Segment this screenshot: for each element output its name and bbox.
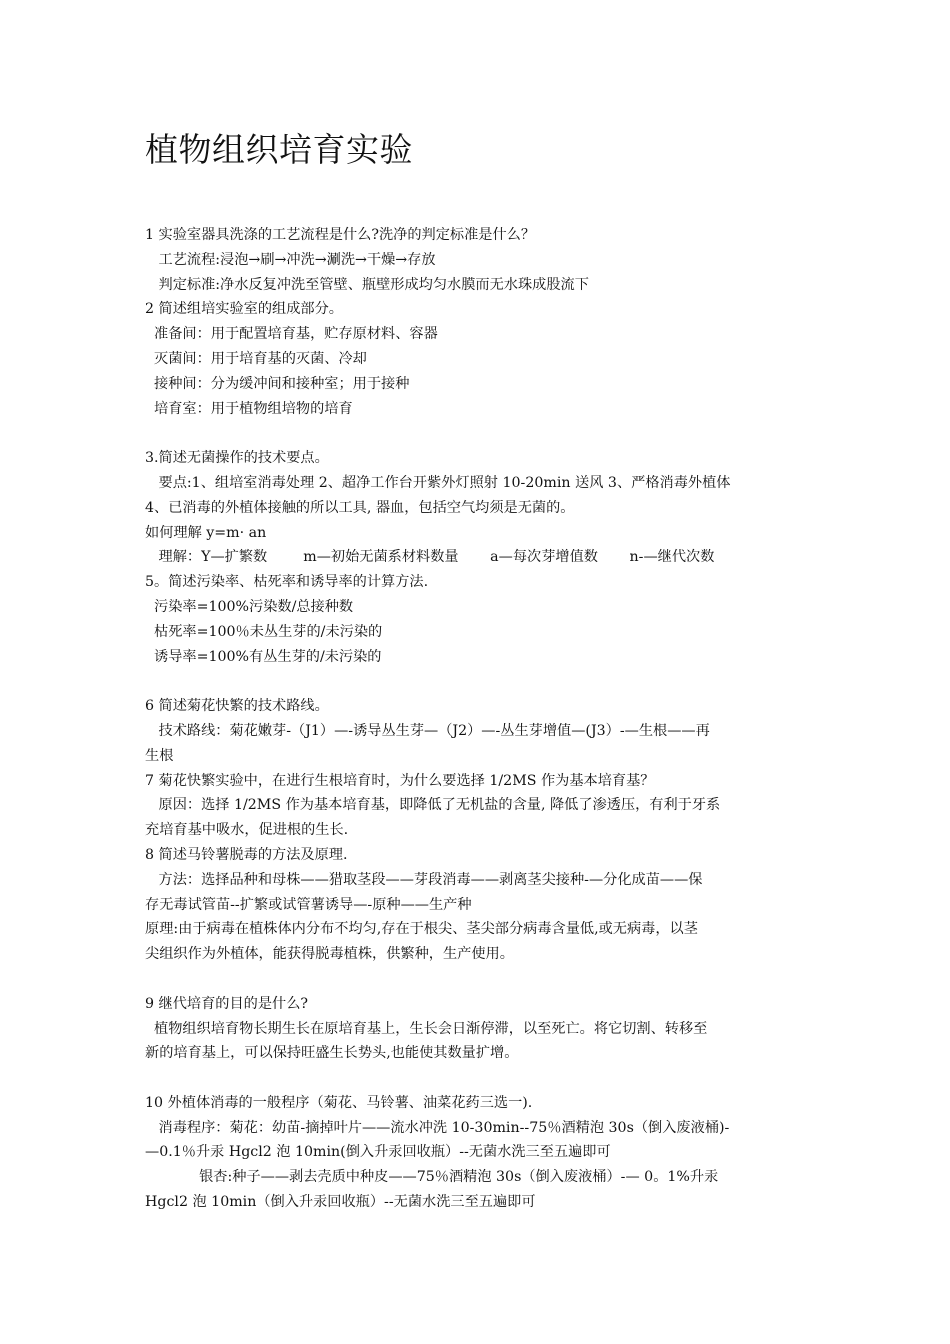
- text-line: 接种间：分为缓冲间和接种室；用于接种: [145, 375, 410, 392]
- text-line: 原因：选择 1/2MS 作为基本培育基，即降低了无机盐的含量, 降低了渗透压，有利于牙系: [145, 797, 721, 814]
- text-line: 理解：Y—扩繁数 m—初始无菌系材料数量 a—每次芽增值数 n-—继代次数: [145, 549, 715, 566]
- text-line: 判定标准:净水反复冲洗至管壁、瓶壁形成均匀水膜而无水珠成股流下: [145, 276, 589, 293]
- blank-line: [145, 421, 810, 446]
- blank-line: [145, 1066, 810, 1091]
- text-line: 方法：选择品种和母株——猎取茎段——芽段消毒——剥离茎尖接种-—分化成苗——保: [145, 871, 703, 888]
- text-line: 培育室：用于植物组培物的培育: [145, 400, 353, 417]
- text-line: 枯死率=100％未丛生芽的/未污染的: [145, 623, 383, 640]
- text-line: 3.简述无菌操作的技术要点。: [145, 450, 329, 467]
- text-line: 9 继代培育的目的是什么?: [145, 995, 309, 1012]
- text-line: 诱导率=100%有丛生芽的/未污染的: [145, 648, 382, 665]
- text-line: 10 外植体消毒的一般程序（菊花、马铃薯、油菜花药三选一).: [145, 1094, 533, 1111]
- text-line: 原理:由于病毒在植株体内分布不均匀,存在于根尖、茎尖部分病毒含量低,或无病毒，以茎: [145, 921, 698, 938]
- page-title: 植物组织培育实验: [145, 130, 413, 169]
- text-line: 植物组织培育物长期生长在原培育基上，生长会日渐停滞，以至死亡。将它切割、转移至: [145, 1020, 708, 1037]
- text-line: 1 实验室器具洗涤的工艺流程是什么?洗净的判定标准是什么？: [145, 227, 536, 243]
- text-line: 生根: [145, 747, 174, 764]
- text-line: 消毒程序：菊花：幼苗-摘掉叶片——流水冲洗 10-30min--75％酒精泡 30s（倒入废液桶)-: [145, 1119, 730, 1136]
- text-line: 6 简述菊花快繁的技术路线。: [145, 698, 329, 715]
- text-line: —0.1％升汞 Hgcl2 泡 10min(倒入升汞回收瓶）--无菌水洗三至五遍即可: [145, 1144, 611, 1161]
- text-line: 4、已消毒的外植体接触的所以工具, 器血，包括空气均须是无菌的。: [145, 499, 575, 516]
- text-line: 2 简述组培实验室的组成部分。: [145, 301, 343, 318]
- text-line: 存无毒试管苗--扩繁或试管薯诱导—-原种——生产种: [145, 896, 472, 913]
- text-line: 充培育基中吸水，促进根的生长.: [145, 822, 349, 839]
- document-body: [145, 223, 810, 1215]
- text-line: 工艺流程:浸泡→刷→冲洗→涮洗→干燥→存放: [145, 251, 436, 268]
- text-line: 要点:1、组培室消毒处理 2、超净工作台开紫外灯照射 10-20min 送风 3、严格消毒外植体: [145, 474, 731, 491]
- text-line: 5。简述污染率、枯死率和诱导率的计算方法.: [145, 574, 429, 591]
- text-line: Hgcl2 泡 10min（倒入升汞回收瓶）--无菌水洗三至五遍即可: [145, 1194, 536, 1211]
- text-line: 8 简述马铃薯脱毒的方法及原理.: [145, 846, 348, 863]
- blank-line: [145, 967, 810, 992]
- text-line: 技术路线：菊花嫩芽-（J1）—-诱导丛生芽—（J2）—-丛生芽增值—(J3）-—生根——再: [145, 722, 710, 739]
- text-line: 新的培育基上，可以保持旺盛生长势头,也能使其数量扩增。: [145, 1045, 519, 1062]
- text-line: 银杏:种子——剥去壳质中种皮——75％酒精泡 30s（倒入废液桶）-— 0。1%升汞: [145, 1169, 719, 1186]
- blank-line: [145, 669, 810, 694]
- text-line: 准备间：用于配置培育基，贮存原材料、容器: [145, 326, 438, 343]
- text-line: 污染率=100%污染数/总接种数: [145, 598, 354, 615]
- text-line: 尖组织作为外植体，能获得脱毒植株，供繁种，生产使用。: [145, 946, 514, 963]
- text-line: 灭菌间：用于培育基的灭菌、冷却: [145, 350, 367, 367]
- text-line: 7 菊花快繁实验中，在进行生根培育时，为什么要选择 1/2MS 作为基本培育基？: [145, 772, 655, 789]
- text-line: 如何理解 y=m· an: [145, 524, 267, 541]
